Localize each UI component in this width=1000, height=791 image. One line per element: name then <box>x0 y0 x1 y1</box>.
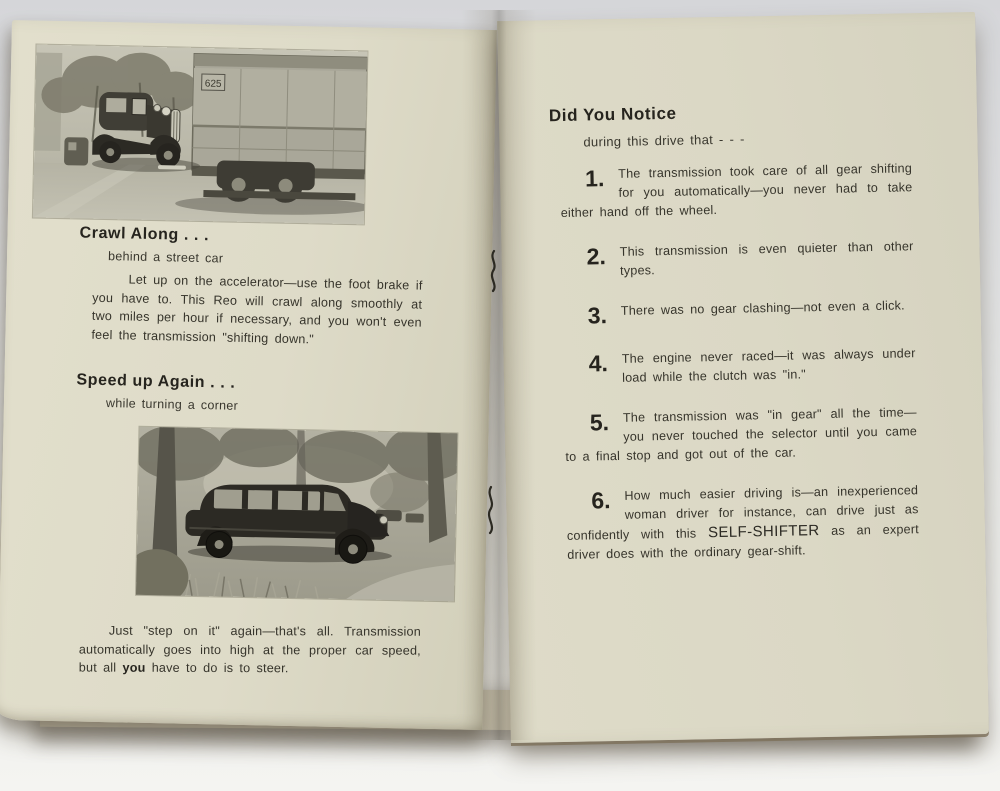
crawl-along-subheading: behind a street car <box>107 249 224 266</box>
notice-item-1-number: 1. <box>584 165 605 192</box>
streetcar-number: 625 <box>204 78 222 90</box>
notice-item-2 <box>561 237 914 282</box>
speed-up-subheading: while turning a corner <box>105 396 239 413</box>
notice-item-5-text: The transmission was "in gear" all the time—you never touched the selector until you came to a final stop and got out of the car. <box>565 405 918 464</box>
notice-item-6-text-start: How much easier driving is—an inexperienced woman driver for instance, can drive just as confidently with this <box>566 483 919 543</box>
notice-item-4-text: The engine never raced—it was always under load while the clutch was "in." <box>621 346 916 385</box>
streetcar-photo-illustration <box>33 45 368 225</box>
crawl-along-paragraph: Let up on the accelerator—use the foot brake if you have to. This Reo will crawl along smoothly at two miles per hour if necessary, and you won't even feel the transmission "shifting down." <box>91 272 423 346</box>
self-shifter-emphasis: SELF-SHIFTER <box>707 522 820 542</box>
notice-item-6 <box>566 481 919 565</box>
did-you-notice-heading: Did You Notice <box>548 103 677 126</box>
crawl-along-heading: Crawl Along . . . <box>79 224 210 245</box>
notice-item-5-number: 5. <box>589 409 610 436</box>
notice-item-3 <box>563 296 915 330</box>
notice-item-4-number: 4. <box>588 350 609 377</box>
notice-item-4 <box>563 344 916 389</box>
notice-item-5 <box>565 403 918 467</box>
notice-item-3-text: There was no gear clashing—not even a click. <box>620 298 905 318</box>
speed-up-heading: Speed up Again . . . <box>76 371 236 392</box>
staple-top <box>486 248 502 294</box>
did-you-notice-subheading: during this drive that - - - <box>583 131 745 150</box>
streetcar-photo <box>33 45 368 225</box>
distant-van <box>64 137 89 165</box>
closing-bold-you: you <box>122 660 146 675</box>
notice-item-6-number: 6. <box>591 487 611 514</box>
closing-text-start: Just "step on it" again—that's all. Transmission automatically goes into high at the proper car speed, but all <box>78 623 421 675</box>
country-sedan-photo <box>136 427 457 602</box>
closing-paragraph <box>79 622 421 679</box>
country-sedan-illustration <box>136 427 457 602</box>
closing-text-end: have to do is to steer. <box>145 660 289 676</box>
notice-item-6-text-end: as an expert driver does with the ordinary gear-shift. <box>567 522 920 562</box>
notice-item-3-number: 3. <box>587 302 608 329</box>
notice-item-2-number: 2. <box>586 243 607 270</box>
notice-list <box>560 159 920 586</box>
notice-item-2-text: This transmission is even quieter than other types. <box>619 239 914 278</box>
notice-item-1-text: The transmission took care of all gear shifting for you automatically—you never had to take either hand off the wheel. <box>560 161 913 220</box>
staple-bottom <box>483 484 499 536</box>
notice-item-1 <box>560 159 913 223</box>
right-page <box>497 12 989 743</box>
left-page <box>0 20 497 730</box>
